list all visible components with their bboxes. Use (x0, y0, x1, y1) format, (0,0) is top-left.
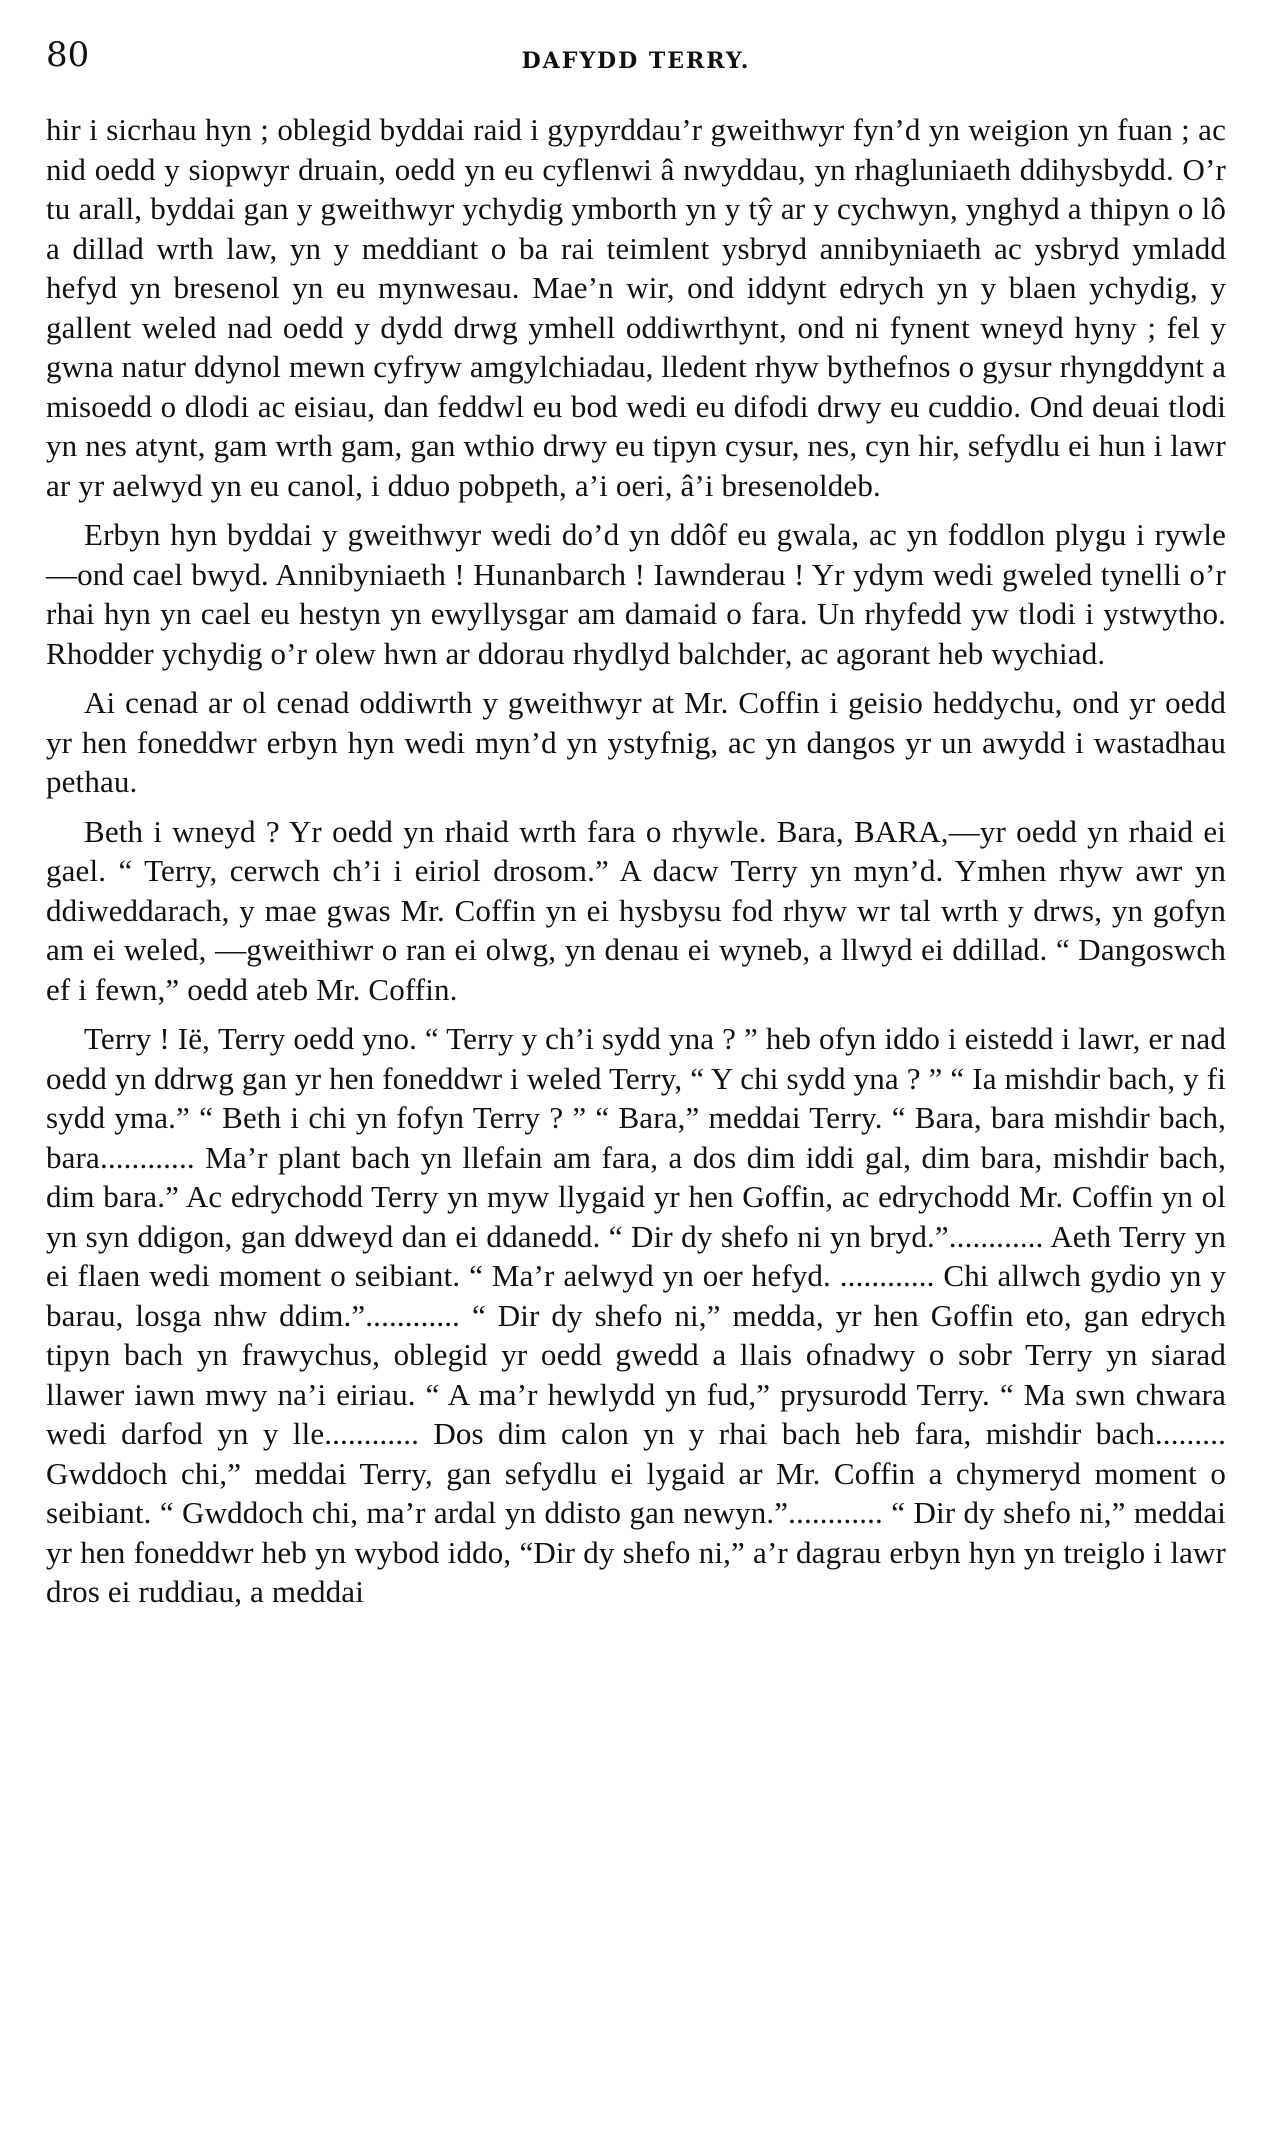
paragraph-4: Beth i wneyd ? Yr oedd yn rhaid wrth fara o rhywle. Bara, BARA,—yr oedd yn rhaid ei gael. “ Terry, cerwch ch’i i eiriol drosom.” A dacw Terry yn myn’d. Ymhen rhyw awr yn ddiweddarach, y mae gwas Mr. Coffin yn ei hysbysu fod rhyw wr tal wrth y drws, yn gofyn am ei weled, —gweithiwr o ran ei olwg, yn denau ei wyneb, a llwyd ei ddillad. “ Dangoswch ef i fewn,” oedd ateb Mr. Coffin. (46, 813, 1226, 1007)
paragraph-2: Erbyn hyn byddai y gweithwyr wedi do’d yn ddôf eu gwala, ac yn foddlon plygu i rywle—ond cael bwyd. Annibyniaeth ! Hunanbarch ! Iawnderau ! Yr ydym wedi gweled tynelli o’r rhai hyn yn cael eu hestyn yn ewyllysgar am damaid o fara. Un rhyfedd yw tlodi i ystwytho. Rhodder ychydig o’r olew hwn ar ddorau rhydlyd balchder, ac agorant heb wychiad. (46, 517, 1226, 671)
page-header (46, 35, 1226, 86)
body-text (46, 110, 1226, 1612)
paragraph-3: Ai cenad ar ol cenad oddiwrth y gweithwyr at Mr. Coffin i geisio heddychu, ond yr oedd yr hen foneddwr erbyn hyn wedi myn’d yn ystyfnig, ac yn dangos yr un awydd i wastadhau pethau. (46, 685, 1226, 799)
paragraph-5: Terry ! Iё, Terry oedd yno. “ Terry y ch’i sydd yna ? ” heb ofyn iddo i eistedd i lawr, er nad oedd yn ddrwg gan yr hen foneddwr i weled Terry, “ Y chi sydd yna ? ” “ Ia mishdir bach, y fi sydd yma.” “ Beth i chi yn fofyn Terry ? ” “ Bara,” meddai Terry. “ Bara, bara mishdir bach, bara............ Ma’r plant bach yn llefain am fara, a dos dim iddi gal, dim bara, mishdir bach, dim bara.” Ac edrychodd Terry yn myw llygaid yr hen Goffin, ac edrychodd Mr. Coffin yn ol yn syn ddigon, gan ddweyd dan ei ddanedd. “ Dir dy shefo ni yn bryd.”............ Aeth Terry yn ei flaen wedi moment o seibiant. “ Ma’r aelwyd yn oer hefyd. ............ Chi allwch gydio yn y barau, losga nhw ddim.”............ “ Dir dy shefo ni,” medda, yr hen Goffin eto, gan edrych tipyn bach yn frawychus, oblegid yr oedd gwedd a llais ofnadwy o sobr Terry yn siarad llawer iawn mwy na’i eiriau. “ A ma’r hewlydd yn fud,” prysurodd Terry. “ Ma swn chwara wedi darfod yn y lle............ Dos dim calon yn y rhai bach heb fara, mishdir bach......... Gwddoch chi,” meddai Terry, gan sefydlu ei lygaid ar Mr. Coffin a chymeryd moment o seibiant. “ Gwddoch chi, ma’r ardal yn ddisto gan newyn.”............ “ Dir dy shefo ni,” meddai yr hen foneddwr heb yn wybod iddo, “Dir dy shefo ni,” a’r dagrau erbyn hyn yn treiglo i lawr dros ei ruddiau, a meddai (46, 1021, 1226, 1609)
running-head: DAFYDD TERRY. (521, 48, 751, 74)
paragraph-1: hir i sicrhau hyn ; oblegid byddai raid i gypyrddau’r gweithwyr fyn’d yn weigion yn fuan ; ac nid oedd y siopwyr druain, oedd yn eu cyflenwi â nwyddau, yn rhagluniaeth ddihysbydd. O’r tu arall, byddai gan y gweithwyr ychydig ymborth yn y tŷ ar y cychwyn, ynghyd a thipyn o lô a dillad wrth law, yn y meddiant o ba rai teimlent ysbryd annibyniaeth ac ysbryd ymladd hefyd yn bresenol yn eu mynwesau. Mae’n wir, ond iddynt edrych yn y blaen ychydig, y gallent weled nad oedd y dydd drwg ymhell oddiwrthynt, ond ni fynent wneyd hyny ; fel y gwna natur ddynol mewn cyfryw amgylchiadau, lledent rhyw bythefnos o gysur rhyngddynt a misoedd o dlodi ac eisiau, dan feddwl eu bod wedi eu difodi drwy eu cuddio. Ond deuai tlodi yn nes atynt, gam wrth gam, gan wthio drwy eu tipyn cysur, nes, cyn hir, sefydlu ei hun i lawr ar yr aelwyd yn eu canol, i dduo pobpeth, a’i oeri, â’i bresenoldeb. (46, 112, 1226, 503)
page-number: 80 (46, 35, 90, 75)
